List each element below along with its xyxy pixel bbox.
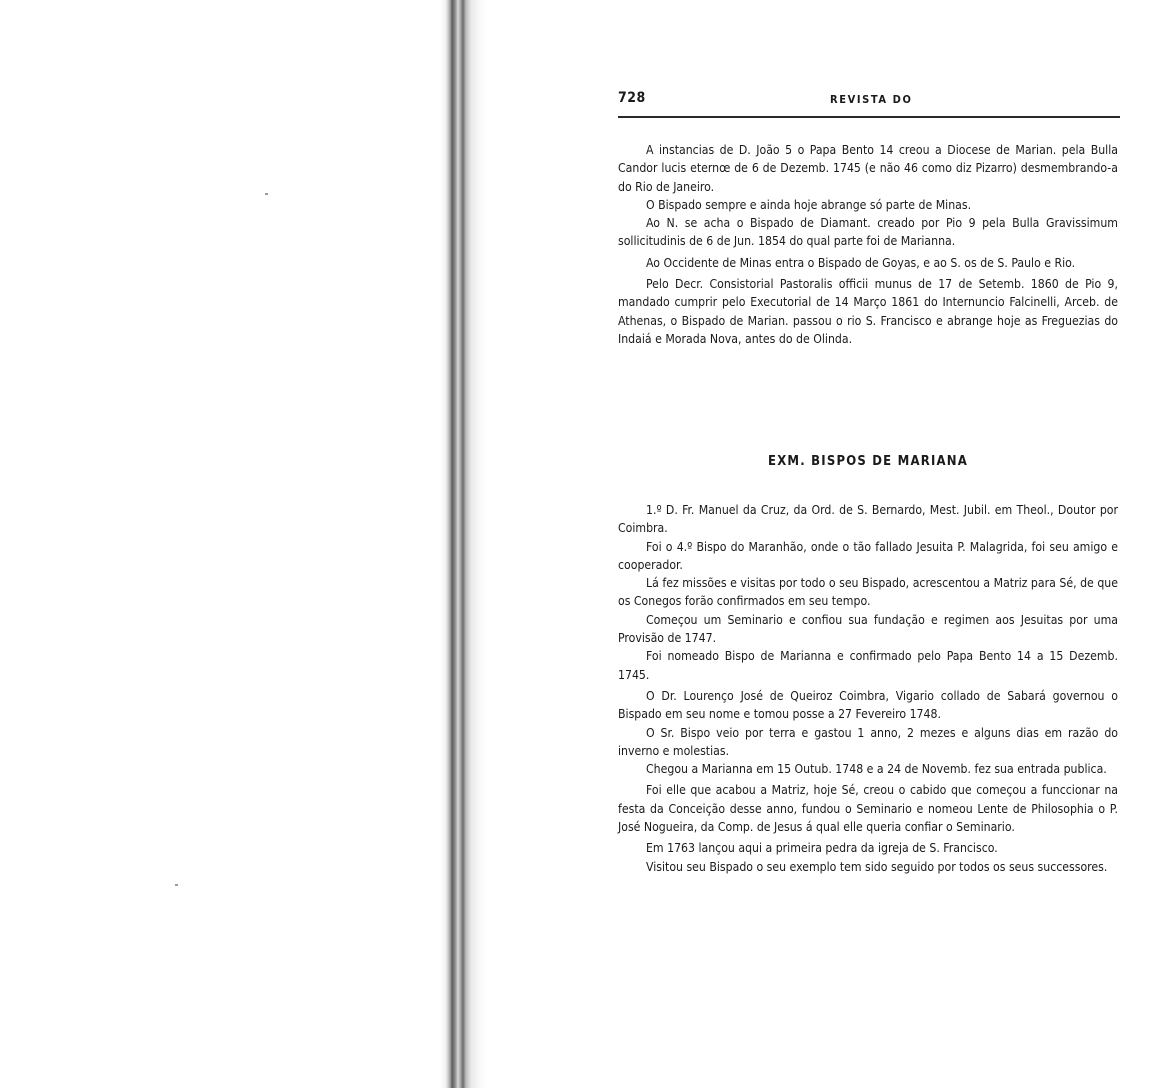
paragraph: Pelo Decr. Consistorial Pastoralis officii munus de 17 de Setemb. 1860 de Pio 9, mandado cumprir pelo Executorial de 14 Março 1861 do Internuncio Falcinelli, Arceb. de Athenas, o Bispado de Marian. passou o rio S. Francisco e abrange hoje as Freguezias do Indaiá e Morada Nova, antes do de Olinda. <box>618 277 1118 346</box>
paragraph: A instancias de D. João 5 o Papa Bento 14 creou a Diocese de Marian. pela Bulla Candor lucis eternœ de 6 de Dezemb. 1745 (e não 46 como diz Pizarro) desmembrando-a do Rio de Janeiro. <box>618 143 1118 194</box>
diocese-history-text <box>618 141 1118 348</box>
paragraph: Ao N. se acha o Bispado de Diamant. creado por Pio 9 pela Bulla Gravissimum sollicitudinis de 6 de Jun. 1854 do qual parte foi de Marianna. <box>618 216 1118 249</box>
paragraph: Foi nomeado Bispo de Marianna e confirmado pelo Papa Bento 14 a 15 Dezemb. 1745. <box>618 649 1118 682</box>
right-page <box>600 84 1120 874</box>
journal-title: REVISTA DO <box>830 93 913 106</box>
page-number: 728 <box>618 90 646 106</box>
paragraph: O Sr. Bispo veio por terra e gastou 1 anno, 2 mezes e alguns dias em razão do inverno e molestias. <box>618 725 1118 758</box>
book-gutter <box>440 0 486 1088</box>
header-rule <box>618 116 1120 118</box>
paper-speck <box>175 884 178 886</box>
paragraph: Chegou a Marianna em 15 Outub. 1748 e a 24 de Novemb. fez sua entrada publica. <box>646 762 1107 777</box>
bishops-text <box>618 501 1118 876</box>
blank-left-page <box>0 0 440 1088</box>
section-heading: EXM. BISPOS DE MARIANA <box>768 454 968 469</box>
paragraph: Começou um Seminario e confiou sua fundação e regimen aos Jesuitas por uma Provisão de 1747. <box>618 612 1118 646</box>
paragraph: Foi elle que acabou a Matriz, hoje Sé, creou o cabido que começou a funccionar na festa da Conceição desse anno, fundou o Seminario e nomeou Lente de Philosophia o P. José Nogueira, da Comp. de Jesus á qual elle queria confiar o Seminario. <box>618 783 1118 835</box>
running-head <box>600 84 1120 110</box>
paragraph: Visitou seu Bispado o seu exemplo tem sido seguido por todos os seus successores. <box>646 859 1108 874</box>
paragraph: Lá fez missões e visitas por todo o seu Bispado, acrescentou a Matriz para Sé, de que os Conegos forão confirmados em seu tempo. <box>618 576 1118 609</box>
paragraph: 1.º D. Fr. Manuel da Cruz, da Ord. de S. Bernardo, Mest. Jubil. em Theol., Doutor por Coimbra. <box>618 503 1118 536</box>
paragraph: Foi o 4.º Bispo do Maranhão, onde o tão fallado Jesuita P. Malagrida, foi seu amigo e cooperador. <box>618 539 1118 572</box>
paragraph: Ao Occidente de Minas entra o Bispado de Goyas, e ao S. os de S. Paulo e Rio. <box>646 255 1076 270</box>
paragraph: O Dr. Lourenço José de Queiroz Coimbra, Vigario collado de Sabará governou o Bispado em seu nome e tomou posse a 27 Fevereiro 1748. <box>618 688 1118 722</box>
paragraph: Em 1763 lançou aqui a primeira pedra da igreja de S. Francisco. <box>646 841 998 856</box>
paper-speck <box>265 193 268 195</box>
paragraph: O Bispado sempre e ainda hoje abrange só parte de Minas. <box>646 197 972 212</box>
